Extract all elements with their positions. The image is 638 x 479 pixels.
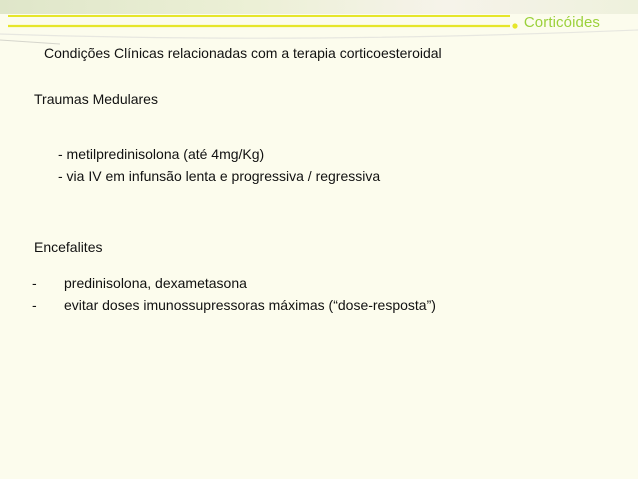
section-heading-encefalites: Encefalites <box>34 239 103 255</box>
bullet-marker: - <box>32 275 37 291</box>
list-item: - via IV em infunsão lenta e progressiva / regressiva <box>58 168 381 184</box>
list-item: - metilpredinisolona (até 4mg/Kg) <box>58 146 265 162</box>
slide-title: Corticóides <box>523 14 600 31</box>
section-heading-traumas-medulares: Traumas Medulares <box>34 91 158 107</box>
bullet-marker: - <box>32 297 37 313</box>
list-item-text: predinisolona, dexametasona <box>64 275 247 291</box>
slide-subtitle: Condições Clínicas relacionadas com a terapia corticoesteroidal <box>44 45 442 61</box>
decorative-stroke <box>0 40 60 44</box>
list-item-text: evitar doses imunossupressoras máximas (“dose-resposta”) <box>64 297 436 313</box>
accent-dot <box>512 23 517 28</box>
header-band <box>0 0 638 14</box>
decorative-curve <box>0 30 638 38</box>
